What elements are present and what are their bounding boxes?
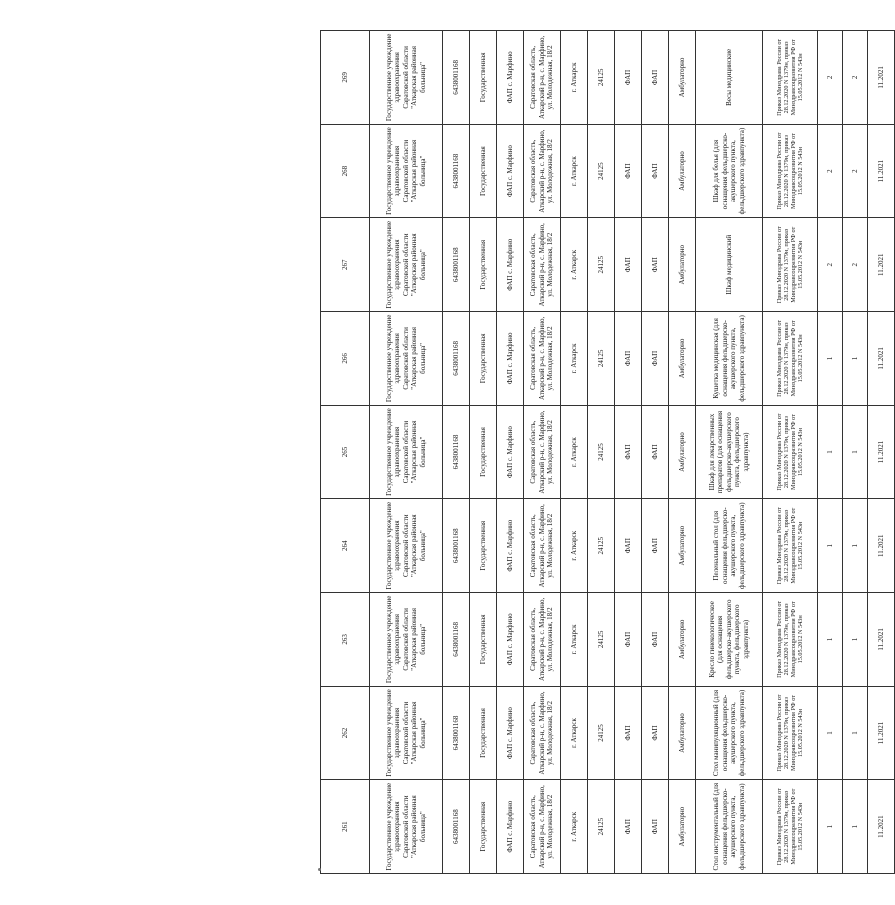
- inn-cell: 6438001168: [443, 31, 470, 125]
- table-row: [818, 31, 843, 874]
- quantity-required-cell: 1: [818, 499, 843, 593]
- care-form-cell: Амбулаторно: [669, 218, 696, 312]
- number-cell: 266: [321, 312, 370, 406]
- inn-cell: 6438001168: [443, 593, 470, 687]
- address-cell: Саратовская область, Аткарский р-н, с. Марфино, ул. Молодежная, 18/2: [524, 593, 561, 687]
- regulation-cell: Приказ Минздрава России от 28.12.2020 N 1379н, приказ Минздравсоцразвития РФ от 15.05.2012 N 543н: [763, 780, 818, 874]
- organization-cell: Государственное учреждение здравоохранения Саратовской области "Аткарская районная больница": [370, 593, 443, 687]
- number-cell: 265: [321, 405, 370, 499]
- regulation-cell: Приказ Минздрава России от 28.12.2020 N 1379н, приказ Минздравсоцразвития РФ от 15.05.2012 N 543н: [763, 218, 818, 312]
- facility-subtype-cell: ФАП: [642, 499, 669, 593]
- care-form-cell: Амбулаторно: [669, 31, 696, 125]
- code-cell: 24125: [588, 31, 615, 125]
- quantity-required-cell: 2: [818, 31, 843, 125]
- delivery-date-cell: 11.2021: [868, 593, 895, 687]
- facility-type-cell: ФАП: [615, 780, 642, 874]
- care-form-cell: Амбулаторно: [669, 405, 696, 499]
- equipment-description-cell: Стол манипуляционный (для оснащения фельдшерско-акушерского пункта, фельдшерского здравпункта): [696, 686, 763, 780]
- equipment-description-cell: Кресло гинекологическое (для оснащения фельдшерско-акушерского пункта, фельдшерского здравпункта): [696, 593, 763, 687]
- city-cell: г. Аткарск: [561, 405, 588, 499]
- care-form-cell: Амбулаторно: [669, 686, 696, 780]
- ownership-cell: Государственная: [470, 312, 497, 406]
- table-row: [588, 31, 615, 874]
- code-cell: 24125: [588, 780, 615, 874]
- city-cell: г. Аткарск: [561, 499, 588, 593]
- facility-name-cell: ФАП с. Марфино: [497, 686, 524, 780]
- facility-name-cell: ФАП с. Марфино: [497, 499, 524, 593]
- facility-subtype-cell: ФАП: [642, 593, 669, 687]
- code-cell: 24125: [588, 686, 615, 780]
- delivery-date-cell: 11.2021: [868, 499, 895, 593]
- address-cell: Саратовская область, Аткарский р-н, с. Марфино, ул. Молодежная, 18/2: [524, 31, 561, 125]
- equipment-description-cell: Шкаф медицинский: [696, 218, 763, 312]
- code-cell: 24125: [588, 593, 615, 687]
- facility-subtype-cell: ФАП: [642, 405, 669, 499]
- ownership-cell: Государственная: [470, 124, 497, 218]
- table-row: [524, 31, 561, 874]
- facility-type-cell: ФАП: [615, 405, 642, 499]
- facility-name-cell: ФАП с. Марфино: [497, 124, 524, 218]
- table-row: [561, 31, 588, 874]
- quantity-planned-cell: 2: [843, 218, 868, 312]
- facility-type-cell: ФАП: [615, 686, 642, 780]
- address-cell: Саратовская область, Аткарский р-н, с. Марфино, ул. Молодежная, 18/2: [524, 218, 561, 312]
- city-cell: г. Аткарск: [561, 312, 588, 406]
- facility-name-cell: ФАП с. Марфино: [497, 593, 524, 687]
- facility-name-cell: ФАП с. Марфино: [497, 780, 524, 874]
- facility-name-cell: ФАП с. Марфино: [497, 218, 524, 312]
- facility-name-cell: ФАП с. Марфино: [497, 31, 524, 125]
- inn-cell: 6438001168: [443, 218, 470, 312]
- delivery-date-cell: 11.2021: [868, 218, 895, 312]
- facility-subtype-cell: ФАП: [642, 686, 669, 780]
- equipment-description-cell: Кушетка медицинская (для оснащения фельдшерско-акушерского пункта, фельдшерского здравпункта): [696, 312, 763, 406]
- quantity-required-cell: 1: [818, 405, 843, 499]
- scan-speck: [318, 868, 321, 871]
- table-row: [642, 31, 669, 874]
- care-form-cell: Амбулаторно: [669, 312, 696, 406]
- facility-type-cell: ФАП: [615, 593, 642, 687]
- ownership-cell: Государственная: [470, 405, 497, 499]
- quantity-required-cell: 1: [818, 686, 843, 780]
- number-cell: 267: [321, 218, 370, 312]
- regulation-cell: Приказ Минздрава России от 28.12.2020 N 1379н, приказ Минздравсоцразвития РФ от 15.05.2012 N 543н: [763, 593, 818, 687]
- equipment-table: [320, 30, 895, 874]
- table-row: [470, 31, 497, 874]
- quantity-planned-cell: 1: [843, 312, 868, 406]
- number-cell: 268: [321, 124, 370, 218]
- regulation-cell: Приказ Минздрава России от 28.12.2020 N 1379н, приказ Минздравсоцразвития РФ от 15.05.2012 N 543н: [763, 405, 818, 499]
- code-cell: 24125: [588, 312, 615, 406]
- delivery-date-cell: 11.2021: [868, 312, 895, 406]
- care-form-cell: Амбулаторно: [669, 124, 696, 218]
- facility-type-cell: ФАП: [615, 124, 642, 218]
- ownership-cell: Государственная: [470, 686, 497, 780]
- code-cell: 24125: [588, 405, 615, 499]
- inn-cell: 6438001168: [443, 686, 470, 780]
- ownership-cell: Государственная: [470, 218, 497, 312]
- care-form-cell: Амбулаторно: [669, 593, 696, 687]
- equipment-description-cell: Стол инструментальный (для оснащения фельдшерско-акушерского пункта, фельдшерского здравпункта): [696, 780, 763, 874]
- facility-subtype-cell: ФАП: [642, 780, 669, 874]
- ownership-cell: Государственная: [470, 780, 497, 874]
- facility-type-cell: ФАП: [615, 312, 642, 406]
- quantity-planned-cell: 2: [843, 124, 868, 218]
- address-cell: Саратовская область, Аткарский р-н, с. Марфино, ул. Молодежная, 18/2: [524, 405, 561, 499]
- quantity-required-cell: 1: [818, 593, 843, 687]
- quantity-required-cell: 1: [818, 312, 843, 406]
- facility-type-cell: ФАП: [615, 218, 642, 312]
- table-row: [696, 31, 763, 874]
- city-cell: г. Аткарск: [561, 686, 588, 780]
- regulation-cell: Приказ Минздрава России от 28.12.2020 N 1379н, приказ Минздравсоцразвития РФ от 15.05.2012 N 543н: [763, 31, 818, 125]
- address-cell: Саратовская область, Аткарский р-н, с. Марфино, ул. Молодежная, 18/2: [524, 686, 561, 780]
- facility-subtype-cell: ФАП: [642, 218, 669, 312]
- equipment-description-cell: Шкаф для лекарственных препаратов (для оснащения фельдшерско-акушерского пункта, фельдшерского здравпункта): [696, 405, 763, 499]
- number-cell: 264: [321, 499, 370, 593]
- delivery-date-cell: 11.2021: [868, 31, 895, 125]
- city-cell: г. Аткарск: [561, 593, 588, 687]
- facility-type-cell: ФАП: [615, 499, 642, 593]
- number-cell: 262: [321, 686, 370, 780]
- organization-cell: Государственное учреждение здравоохранения Саратовской области "Аткарская районная больница": [370, 218, 443, 312]
- ownership-cell: Государственная: [470, 499, 497, 593]
- quantity-required-cell: 2: [818, 124, 843, 218]
- ownership-cell: Государственная: [470, 593, 497, 687]
- rotated-page: [320, 30, 885, 874]
- equipment-description-cell: Шкаф для белья (для оснащения фельдшерско-акушерского пункта, фельдшерского здравпункта): [696, 124, 763, 218]
- number-cell: 261: [321, 780, 370, 874]
- table-row: [321, 31, 370, 874]
- ownership-cell: Государственная: [470, 31, 497, 125]
- quantity-planned-cell: 1: [843, 686, 868, 780]
- facility-name-cell: ФАП с. Марфино: [497, 312, 524, 406]
- inn-cell: 6438001168: [443, 124, 470, 218]
- quantity-planned-cell: 1: [843, 499, 868, 593]
- city-cell: г. Аткарск: [561, 124, 588, 218]
- city-cell: г. Аткарск: [561, 218, 588, 312]
- code-cell: 24125: [588, 218, 615, 312]
- facility-subtype-cell: ФАП: [642, 124, 669, 218]
- equipment-description-cell: Пеленальный стол (для оснащения фельдшерско-акушерского пункта, фельдшерского здравпункта): [696, 499, 763, 593]
- quantity-planned-cell: 2: [843, 31, 868, 125]
- organization-cell: Государственное учреждение здравоохранения Саратовской области "Аткарская районная больница": [370, 499, 443, 593]
- code-cell: 24125: [588, 499, 615, 593]
- delivery-date-cell: 11.2021: [868, 780, 895, 874]
- quantity-required-cell: 2: [818, 218, 843, 312]
- address-cell: Саратовская область, Аткарский р-н, с. Марфино, ул. Молодежная, 18/2: [524, 780, 561, 874]
- table-row: [615, 31, 642, 874]
- code-cell: 24125: [588, 124, 615, 218]
- facility-type-cell: ФАП: [615, 31, 642, 125]
- table-row: [669, 31, 696, 874]
- inn-cell: 6438001168: [443, 499, 470, 593]
- equipment-description-cell: Весы медицинские: [696, 31, 763, 125]
- facility-subtype-cell: ФАП: [642, 31, 669, 125]
- inn-cell: 6438001168: [443, 780, 470, 874]
- quantity-required-cell: 1: [818, 780, 843, 874]
- delivery-date-cell: 11.2021: [868, 405, 895, 499]
- delivery-date-cell: 11.2021: [868, 124, 895, 218]
- care-form-cell: Амбулаторно: [669, 780, 696, 874]
- inn-cell: 6438001168: [443, 312, 470, 406]
- number-cell: 269: [321, 31, 370, 125]
- quantity-planned-cell: 1: [843, 405, 868, 499]
- city-cell: г. Аткарск: [561, 31, 588, 125]
- organization-cell: Государственное учреждение здравоохранения Саратовской области "Аткарская районная больница": [370, 31, 443, 125]
- table-row: [443, 31, 470, 874]
- inn-cell: 6438001168: [443, 405, 470, 499]
- facility-subtype-cell: ФАП: [642, 312, 669, 406]
- quantity-planned-cell: 1: [843, 780, 868, 874]
- care-form-cell: Амбулаторно: [669, 499, 696, 593]
- regulation-cell: Приказ Минздрава России от 28.12.2020 N 1379н, приказ Минздравсоцразвития РФ от 15.05.2012 N 543н: [763, 499, 818, 593]
- regulation-cell: Приказ Минздрава России от 28.12.2020 N 1379н, приказ Минздравсоцразвития РФ от 15.05.2012 N 543н: [763, 124, 818, 218]
- delivery-date-cell: 11.2021: [868, 686, 895, 780]
- table-row: [868, 31, 895, 874]
- facility-name-cell: ФАП с. Марфино: [497, 405, 524, 499]
- table-row: [370, 31, 443, 874]
- table-row: [497, 31, 524, 874]
- regulation-cell: Приказ Минздрава России от 28.12.2020 N 1379н, приказ Минздравсоцразвития РФ от 15.05.2012 N 543н: [763, 686, 818, 780]
- table-row: [763, 31, 818, 874]
- address-cell: Саратовская область, Аткарский р-н, с. Марфино, ул. Молодежная, 18/2: [524, 312, 561, 406]
- organization-cell: Государственное учреждение здравоохранения Саратовской области "Аткарская районная больница": [370, 312, 443, 406]
- regulation-cell: Приказ Минздрава России от 28.12.2020 N 1379н, приказ Минздравсоцразвития РФ от 15.05.2012 N 543н: [763, 312, 818, 406]
- organization-cell: Государственное учреждение здравоохранения Саратовской области "Аткарская районная больница": [370, 686, 443, 780]
- table-row: [843, 31, 868, 874]
- organization-cell: Государственное учреждение здравоохранения Саратовской области "Аткарская районная больница": [370, 124, 443, 218]
- quantity-planned-cell: 1: [843, 593, 868, 687]
- number-cell: 263: [321, 593, 370, 687]
- address-cell: Саратовская область, Аткарский р-н, с. Марфино, ул. Молодежная, 18/2: [524, 124, 561, 218]
- city-cell: г. Аткарск: [561, 780, 588, 874]
- organization-cell: Государственное учреждение здравоохранения Саратовской области "Аткарская районная больница": [370, 405, 443, 499]
- organization-cell: Государственное учреждение здравоохранения Саратовской области "Аткарская районная больница": [370, 780, 443, 874]
- address-cell: Саратовская область, Аткарский р-н, с. Марфино, ул. Молодежная, 18/2: [524, 499, 561, 593]
